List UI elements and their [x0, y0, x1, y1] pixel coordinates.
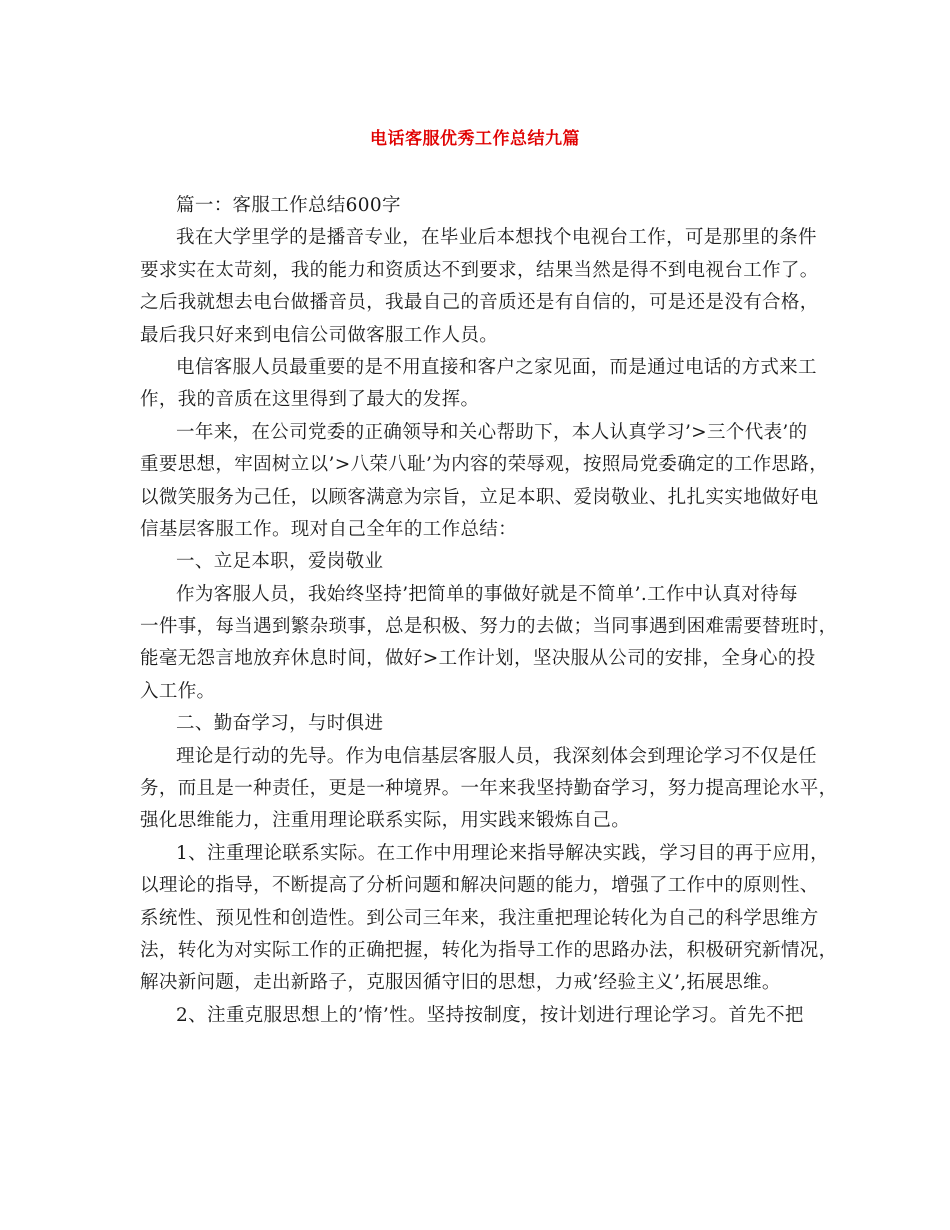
- body-line: 入工作。: [140, 680, 216, 702]
- body-line: 强化思维能力，注重用理论联系实际，用实践来锻炼自己。: [140, 810, 631, 832]
- document-body: [140, 190, 838, 1032]
- body-line: 我在大学里学的是播音专业，在毕业后本想找个电视台工作，可是那里的条件: [176, 227, 817, 249]
- body-line: 电信客服人员最重要的是不用直接和客户之家见面，而是通过电话的方式来工: [176, 356, 817, 378]
- body-line: 最后我只好来到电信公司做客服工作人员。: [140, 324, 499, 346]
- body-line: 能毫无怨言地放弃休息时间，做好>工作计划，坚决服从公司的安排，全身心的投: [140, 648, 816, 670]
- body-line: 理论是行动的先导。作为电信基层客服人员，我深刻体会到理论学习不仅是任: [176, 745, 817, 767]
- body-line: 1、注重理论联系实际。在工作中用理论来指导解决实践，学习目的再于应用，: [176, 842, 830, 864]
- body-line: 以理论的指导，不断提高了分析问题和解决问题的能力，增强了工作中的原则性、: [140, 875, 819, 897]
- body-line: 作为客服人员，我始终坚持’把简单的事做好就是不简单’.工作中认真对待每: [176, 583, 798, 605]
- document-title: 电话客服优秀工作总结九篇: [370, 129, 580, 149]
- body-line: 信基层客服工作。现对自己全年的工作总结：: [140, 518, 518, 540]
- body-line: 2、注重克服思想上的’惰’性。坚持按制度，按计划进行理论学习。首先不把: [176, 1004, 804, 1026]
- body-line: 一年来，在公司党委的正确领导和关心帮助下，本人认真学习’>三个代表’的: [176, 421, 808, 443]
- body-line: 篇一：客服工作总结600字: [176, 195, 401, 216]
- body-line: 以微笑服务为己任，以顾客满意为宗旨，立足本职、爱岗敬业、扎扎实实地做好电: [140, 486, 819, 508]
- body-line: 作，我的音质在这里得到了最大的发挥。: [140, 389, 480, 411]
- body-line: 解决新问题，走出新路子，克服因循守旧的思想，力戒’经验主义’,拓展思维。: [140, 972, 781, 994]
- body-line: 一、立足本职，爱岗敬业: [176, 551, 384, 573]
- body-line: 法，转化为对实际工作的正确把握，转化为指导工作的思路办法，积极研究新情况，: [140, 939, 838, 961]
- body-line: 一件事，每当遇到繁杂琐事，总是积极、努力的去做；当同事遇到困难需要替班时，: [140, 616, 838, 638]
- body-line: 重要思想，牢固树立以’>八荣八耻’为内容的荣辱观，按照局党委确定的工作思路，: [140, 454, 829, 476]
- body-line: 务，而且是一种责任，更是一种境界。一年来我坚持勤奋学习，努力提高理论水平，: [140, 778, 838, 800]
- body-line: 要求实在太苛刻，我的能力和资质达不到要求，结果当然是得不到电视台工作了。: [140, 259, 819, 281]
- body-line: 系统性、预见性和创造性。到公司三年来，我注重把理论转化为自己的科学思维方: [140, 907, 819, 929]
- body-line: 二、勤奋学习，与时俱进: [176, 713, 384, 735]
- body-line: 之后我就想去电台做播音员，我最自己的音质还是有自信的，可是还是没有合格，: [140, 292, 819, 314]
